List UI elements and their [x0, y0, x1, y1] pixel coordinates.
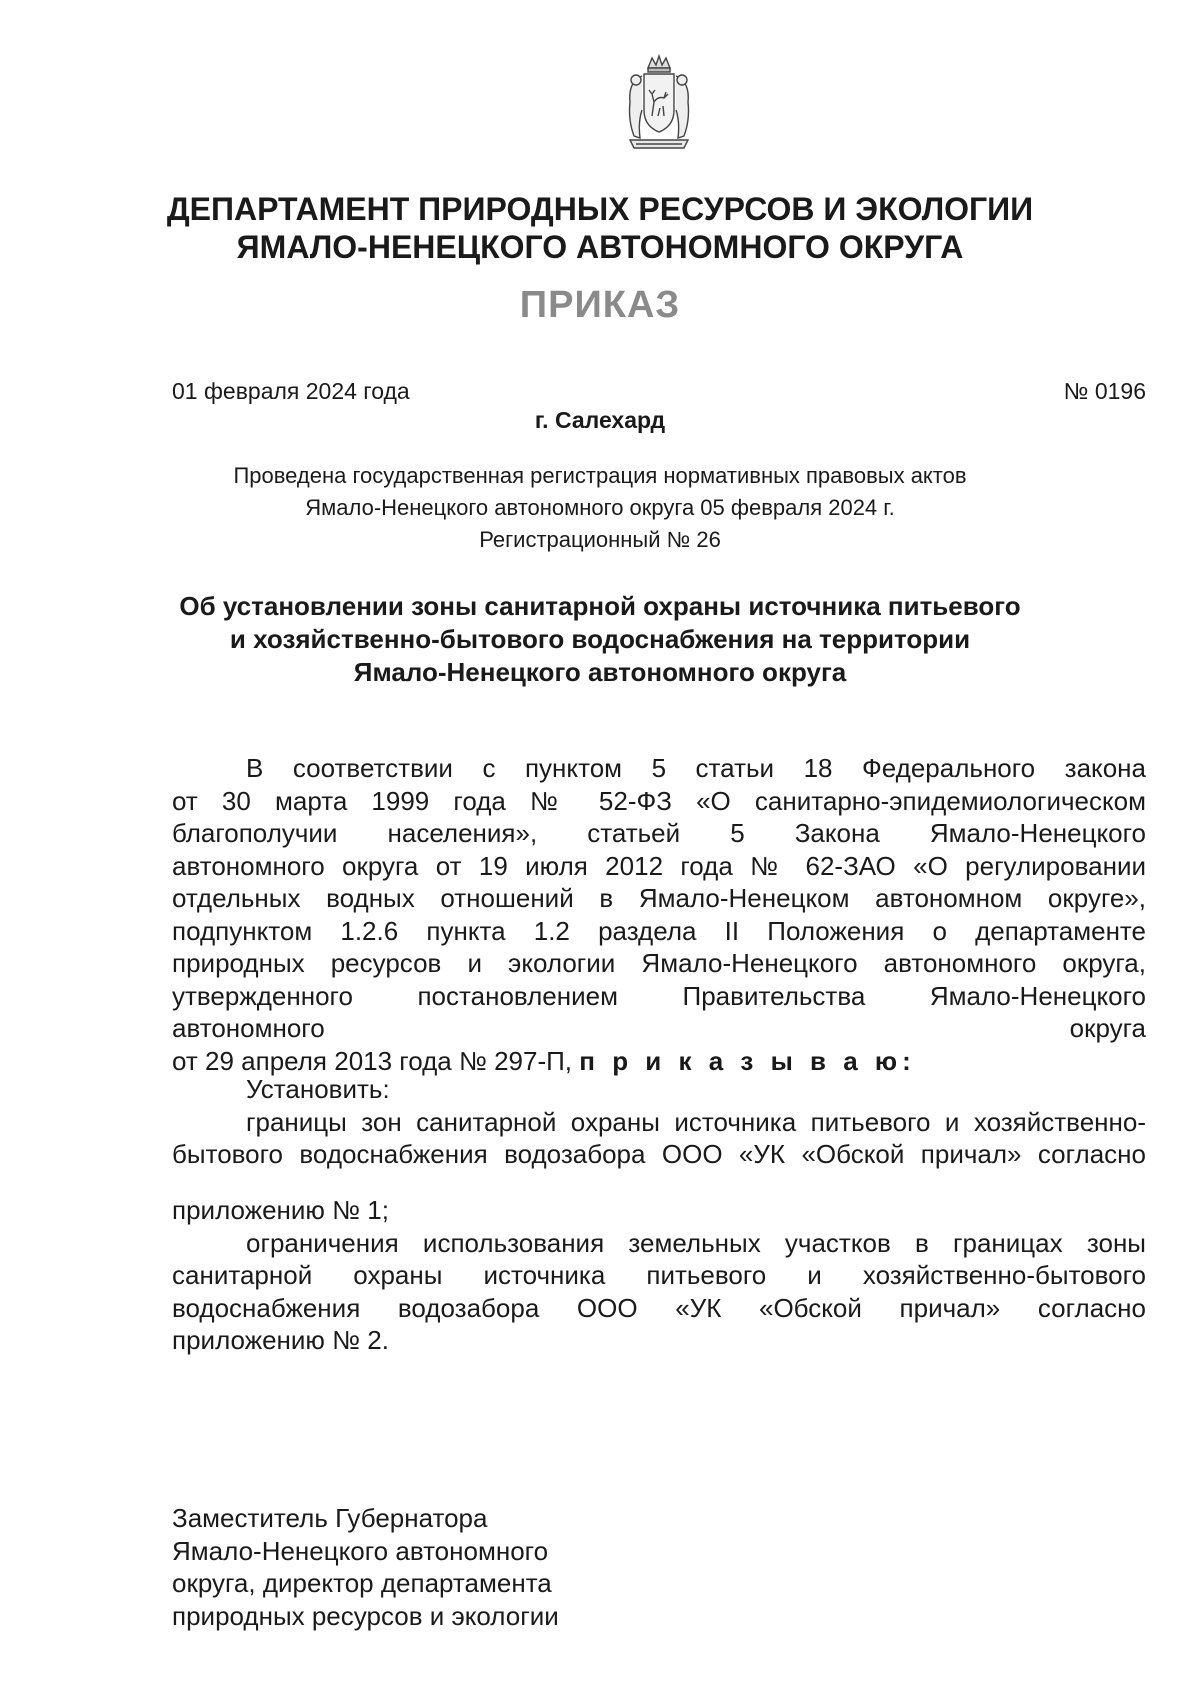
directive-item2-line: ограничения использования земельных участков в границах зоны — [246, 1227, 1146, 1258]
directive-item2-tail: приложению № 2. — [172, 1325, 389, 1355]
directive-item1-tail-block — [172, 1194, 1146, 1357]
directive-item2-line: санитарной охраны источника питьевого и хозяйственно-бытового — [172, 1260, 1146, 1290]
directive-item1-tail: приложению № 1; — [172, 1195, 389, 1225]
signature-line3: округа, директор департамента — [172, 1568, 552, 1598]
department-name — [0, 190, 1200, 266]
preamble-line: В соответствии с пунктом 5 статьи 18 Федерального закона — [246, 753, 1146, 783]
directive-item1-line: границы зон санитарной охраны источника питьевого и хозяйственно- — [246, 1106, 1146, 1137]
title-line1: Об установлении зоны санитарной охраны источника питьевого — [179, 591, 1021, 621]
document-type: ПРИКАЗ — [519, 284, 681, 326]
signature-line1: Заместитель Губернатора — [172, 1503, 488, 1533]
document-city: г. Салехард — [534, 407, 666, 433]
document-title — [0, 590, 1200, 689]
preamble-line: отдельных водных отношений в Ямало-Ненецком автономном округе», — [172, 883, 1146, 913]
preamble-line: природных ресурсов и экологии Ямало-Ненецкого автономного округа, — [172, 948, 1146, 978]
signature-line4: природных ресурсов и экологии — [172, 1600, 559, 1631]
registration-note — [0, 460, 1200, 556]
directive-item1-line: бытового водоснабжения водозабора ООО «УК «Обской причал» согласно — [172, 1139, 1146, 1169]
registration-line2: Ямало-Ненецкого автономного округа 05 февраля 2024 г. — [305, 495, 895, 520]
signature-line2: Ямало-Ненецкого автономного — [172, 1535, 549, 1566]
preamble-line: утвержденного постановлением Правительства Ямало-Ненецкого — [172, 980, 1146, 1011]
directive-item2-line: водоснабжения водозабора ООО «УК «Обской причал» согласно — [172, 1292, 1146, 1323]
preamble-line: автономного округа от 19 июля 2012 года № 62-ЗАО «О регулировании — [172, 850, 1146, 881]
document-number: № 0196 — [1063, 378, 1146, 404]
preamble-line: автономного округа — [172, 1013, 1146, 1043]
title-line3: Ямало-Ненецкого автономного округа — [353, 657, 847, 687]
registration-line1: Проведена государственная регистрация нормативных правовых актов — [233, 463, 967, 488]
preamble-line: подпунктом 1.2.6 пункта 1.2 раздела II Положения о департаменте — [172, 915, 1146, 946]
preamble-line: от 30 марта 1999 года № 52-ФЗ «О санитарно-эпидемиологическом — [172, 785, 1146, 816]
department-name-line1: ДЕПАРТАМЕНТ ПРИРОДНЫХ РЕСУРСОВ И ЭКОЛОГИИ — [166, 191, 1034, 227]
preamble-paragraph — [172, 752, 1146, 1077]
signature-block — [172, 1502, 559, 1632]
order-word: п р и к а з ы в а ю: — [579, 1045, 916, 1076]
registration-line3: Регистрационный № 26 — [479, 527, 721, 552]
department-name-line2: ЯМАЛО-НЕНЕЦКОГО АВТОНОМНОГО ОКРУГА — [236, 229, 964, 265]
preamble-final-text: от 29 апреля 2013 года № 297-П, — [172, 1045, 573, 1076]
title-line2: и хозяйственно-бытового водоснабжения на территории — [229, 624, 971, 654]
directive-intro-text: Установить: — [246, 1074, 390, 1104]
coat-of-arms-emblem — [622, 52, 696, 152]
preamble-line: благополучии населения», статьей 5 Закона Ямало-Ненецкого — [172, 818, 1146, 848]
directive-intro — [172, 1073, 1146, 1171]
document-date: 01 февраля 2024 года — [172, 378, 410, 404]
